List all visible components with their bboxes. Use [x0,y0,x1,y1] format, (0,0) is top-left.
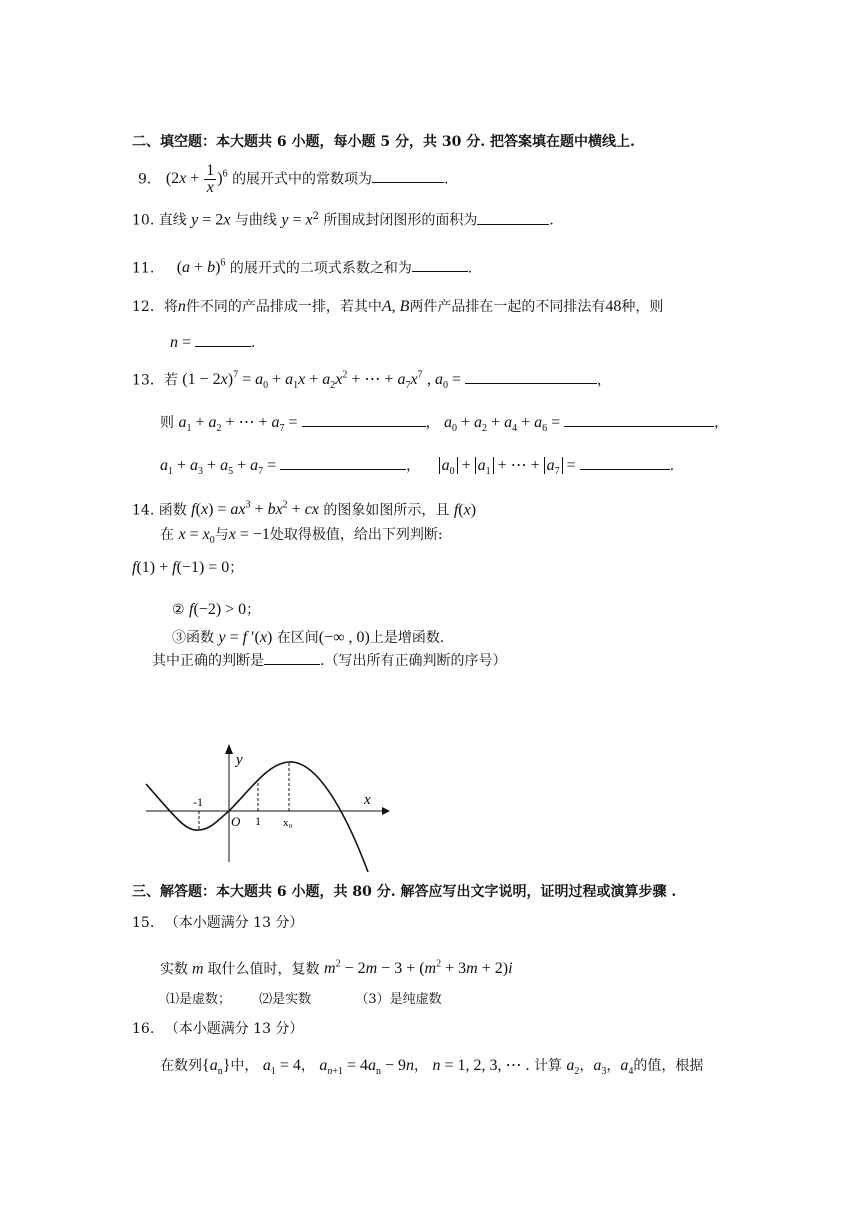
origin-label: O [231,814,241,829]
question-15-number: 15. [132,915,155,931]
judgment-2: ② f(−2) > 0； [172,601,261,618]
y-axis-label: y [236,752,243,768]
question-14: 14. 函数 $f(x) = ax^3 + bx^2$ + cx 的图象如图所示，且 f(x) [132,500,477,519]
arrangement-count: 48 [605,298,622,315]
question-10: 10. 直线 y = 2x 与曲线 $y = x^2$ 所围成封闭图形的面积为 . [132,211,554,229]
question-9-number: 9. [138,171,152,188]
judgment-1: f(1) + f(−1) = 0； [132,559,244,576]
x-axis-arrow [382,807,390,815]
fraction-one-over-x: $\frac{1}{x}$ [206,161,215,196]
tick-label-x0: x₀ [283,817,293,829]
section-3-heading: 三、解答题：本大题共 6 小题，共 80 分. 解答应写出文字说明，证明过程或演算步骤 . [132,884,677,900]
question-11: 11. $(a + b)^6$ 的展开式的二项式系数之和为 . [132,258,473,277]
question-14-line-2: 在 $x = x_0$与x = −1处取得极值，给出下列判断: [160,526,443,547]
question-11-number: 11. [132,260,155,277]
x-axis-label: x [364,792,371,808]
question-15-score: （本小题满分 13 分） [164,915,304,931]
question-13: 13．若 $(1 - 2x)^7 = a_0 + a_1x + a_2x^2$ + ⋯ + $a_7x^7$ , $a_0$ = ， [132,370,612,392]
tick-label-1: 1 [255,814,261,828]
y-axis-arrow [225,744,233,754]
question-9: 9. (2x + $\frac{1}{x}$ )$^6$ 的展开式中的常数项为 . [138,161,449,196]
judgment-3: ③函数 y = f ′(x) 在区间(−∞ , 0)上是增函数. [172,629,445,646]
question-9-text: 的展开式中的常数项为 [232,171,373,188]
question-12: 12．将n件不同的产品排成一排，若其中A, B两件产品排在一起的不同排法有48种，则 [132,298,664,315]
question-16-score: （本小题满分 13 分） [164,1021,304,1037]
question-10-number: 10. [132,212,155,229]
question-15-stem: 实数 m 取什么值时，复数 $m^2 - 2m - 3 + (m^2 + 3m + 2)i$ [160,959,513,978]
question-15 [132,913,303,933]
question-16 [132,1019,303,1039]
question-16-number: 16. [132,1021,155,1037]
question-14-answer-line: 其中正确的判断是 .（写出所有正确判断的序号） [152,650,506,671]
question-12-number: 12． [132,299,164,315]
question-13-line-3: $a_1 + a_3 + a_5 + a_7$ = ， $a_0 + a_1$ + ⋯ + $a_7$ = . [160,457,675,478]
tick-label-neg1: -1 [193,795,203,809]
question-12-answer-line: n = . [170,334,256,351]
option-2: ⑵是实数 [259,992,312,1007]
option-1: ⑴是虚数； [166,992,232,1007]
question-16-stem: 在数列$\{a_n\}$中， $a_1 = 4$， $a_{n+1} = 4a_n - 9n$， n = 1, 2, 3, ⋯ . 计算 $a_2$，$a_3$，$a_4$的值，根据 [160,1057,704,1078]
option-3: （3）是纯虚数 [355,992,442,1007]
question-15-options [166,990,442,1010]
question-13-number: 13． [132,372,164,389]
question-14-number: 14. [132,502,155,519]
question-13-line-2: 则 $a_1 + a_2$ + ⋯ + $a_7$ = ， $a_0 + a_2 + a_4 + a_6$ = ， [160,414,729,435]
section-2-heading: 二、填空题：本大题共 6 小题，每小题 5 分，共 30 分. 把答案填在题中横线上. [132,134,635,150]
